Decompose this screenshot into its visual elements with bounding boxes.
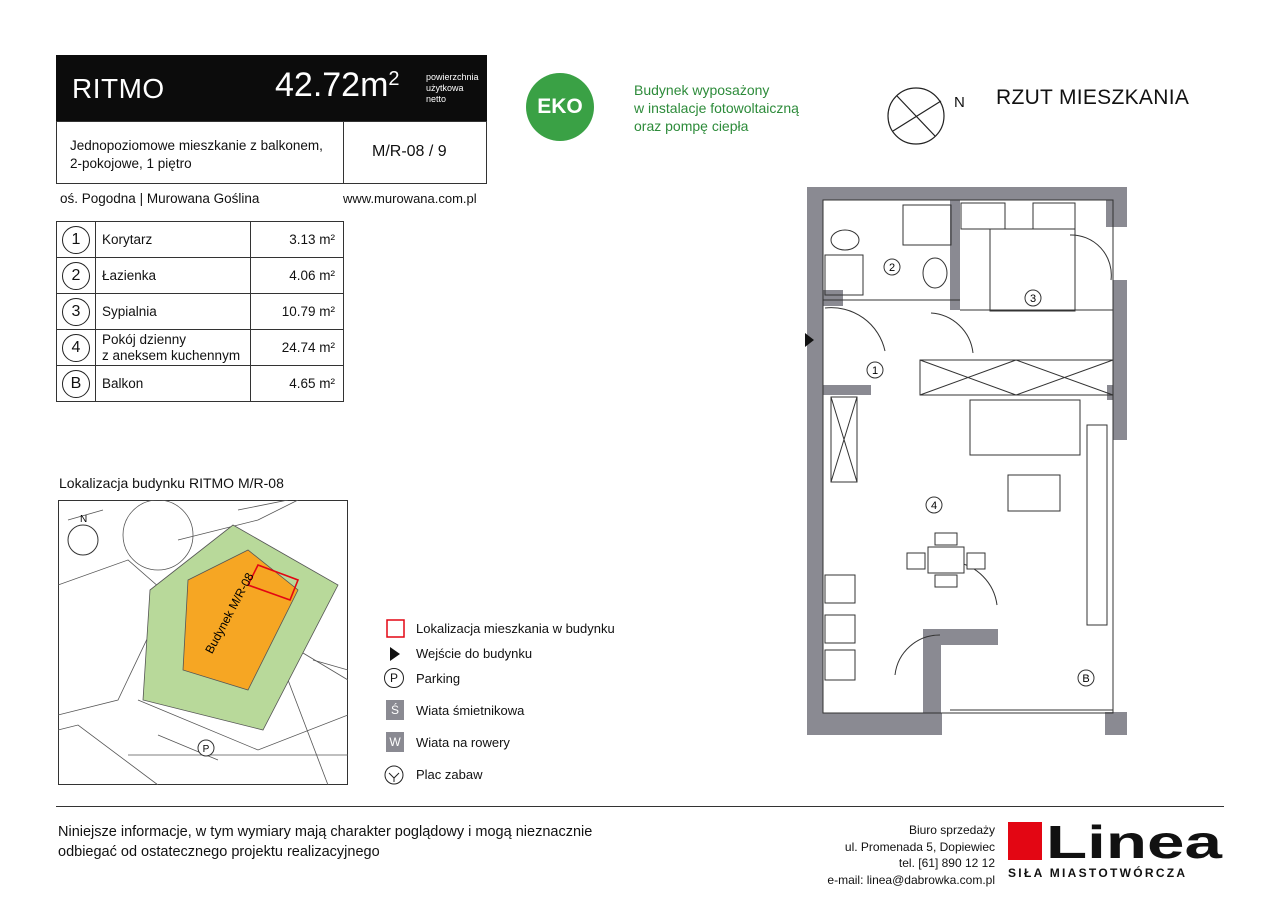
floor-plan <box>795 185 1140 740</box>
room-area: 24.74 m² <box>251 330 344 366</box>
room-name: Balkon <box>102 375 144 391</box>
room-area: 4.06 m² <box>251 258 344 294</box>
room-labels <box>867 259 1094 686</box>
area-caption: powierzchnia użytkowa netto <box>426 72 479 104</box>
dining-set <box>907 533 985 587</box>
room-number: 2 <box>62 262 90 290</box>
table-row <box>57 330 344 366</box>
svg-text:1: 1 <box>871 365 879 377</box>
svg-text:B: B <box>1082 673 1090 685</box>
map-building-label: Budynek M/R-08 <box>202 570 257 656</box>
playground-icon <box>383 764 405 786</box>
room-number: 4 <box>62 334 90 362</box>
room-name: Korytarz <box>102 231 153 247</box>
estate-name: oś. Pogodna | Murowana Goślina <box>60 191 260 206</box>
table-row <box>57 366 344 402</box>
table-row <box>57 258 344 294</box>
room-name: Pokój dzienny <box>102 331 187 347</box>
flat-code: M/R-08 / 9 <box>372 143 447 160</box>
logo-tagline: SIŁA MIASTOTWÓRCZA <box>1008 866 1188 880</box>
room-number: 1 <box>62 226 90 254</box>
table-row <box>57 294 344 330</box>
svg-text:3: 3 <box>1029 293 1037 305</box>
linea-logo <box>1008 822 1224 864</box>
plan-title: RZUT MIESZKANIA <box>996 86 1190 109</box>
legend-label: Wejście do budynku <box>416 646 533 661</box>
area-unit-superscript: 2 <box>388 68 400 90</box>
map-parking-label: P <box>202 744 210 755</box>
room-name-line2: z aneksem kuchennym <box>102 347 241 363</box>
sales-office: Biuro sprzedaży ul. Promenada 5, Dopiewiec tel. [61] 890 12 12 e-mail: linea@dabrowka.com.pl <box>760 822 995 888</box>
red-rect-icon <box>386 619 406 639</box>
room-name: Sypialnia <box>102 303 157 319</box>
flat-area: $42.72m^2$ <box>275 66 400 104</box>
svg-text:4: 4 <box>930 500 938 512</box>
room-number: B <box>62 370 90 398</box>
waste-shelter-icon: Ś <box>386 700 404 720</box>
parking-icon: P <box>384 668 404 688</box>
legend-label: Plac zabaw <box>416 767 483 782</box>
room-area: 4.65 m² <box>251 366 344 402</box>
room-area: 3.13 m² <box>251 222 344 258</box>
svg-text:2: 2 <box>888 262 896 274</box>
bike-shelter-icon: W <box>386 732 404 752</box>
website-link[interactable]: www.murowana.com.pl <box>343 191 477 206</box>
project-name: RITMO <box>72 73 165 104</box>
map-north-label: N <box>80 514 88 525</box>
eko-description: Budynek wyposażony w instalacje fotowoltaiczną oraz pompę ciepła <box>634 82 799 134</box>
table-row <box>57 222 344 258</box>
legend-label: Wiata na rowery <box>416 735 510 750</box>
legend-label: Wiata śmietnikowa <box>416 703 525 718</box>
legend-label: Lokalizacja mieszkania w budynku <box>416 621 615 636</box>
room-number: 3 <box>62 298 90 326</box>
compass-north-label: N <box>954 94 965 111</box>
rooms-table <box>56 221 344 402</box>
disclaimer: Niniejsze informacje, w tym wymiary mają charakter poglądowy i mogą nieznacznie odbiegać od ostatecznego projektu realizacyjnego <box>58 824 593 860</box>
flat-description: Jednopoziomowe mieszkanie z balkonem, 2-pokojowe, 1 piętro <box>70 138 323 171</box>
eko-badge: EKO <box>526 73 594 141</box>
legend-label: Parking <box>416 671 461 686</box>
footer-divider <box>56 806 1224 807</box>
entrance-arrow-icon <box>388 646 402 662</box>
room-area: 10.79 m² <box>251 294 344 330</box>
location-title: Lokalizacja budynku RITMO M/R-08 <box>59 475 284 491</box>
office-email[interactable]: e-mail: linea@dabrowka.com.pl <box>827 872 995 887</box>
location-map <box>58 500 348 785</box>
room-name: Łazienka <box>102 267 157 283</box>
logo-wordmark: Linea <box>1046 822 1223 864</box>
compass-icon <box>885 87 949 151</box>
info-divider <box>343 121 344 184</box>
